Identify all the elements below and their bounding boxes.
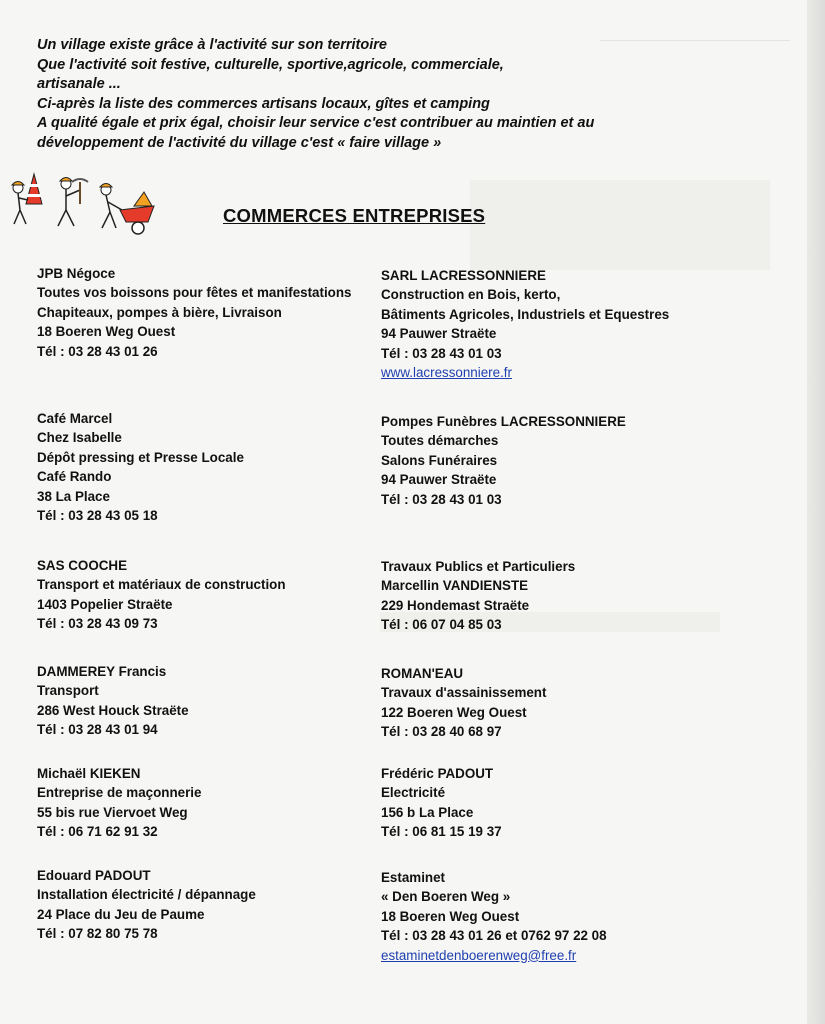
business-phone: Tél : 06 71 62 91 32 bbox=[37, 824, 158, 840]
intro-paragraph bbox=[37, 36, 657, 154]
business-name: Frédéric PADOUT bbox=[381, 766, 494, 781]
page-edge bbox=[807, 0, 825, 1024]
business-address: 94 Pauwer Straëte bbox=[381, 326, 497, 342]
business-address: 94 Pauwer Straëte bbox=[381, 472, 497, 488]
business-name: Michaël KIEKEN bbox=[37, 766, 141, 781]
business-name: JPB Négoce bbox=[37, 266, 116, 281]
section-title: COMMERCES ENTREPRISES bbox=[223, 205, 486, 226]
email-link[interactable]: estaminetdenboerenweg@free.fr bbox=[381, 947, 577, 963]
business-line: Installation électricité / dépannage bbox=[37, 887, 256, 903]
business-name: ROMAN'EAU bbox=[381, 666, 464, 681]
website-link[interactable]: www.lacressonniere.fr bbox=[381, 365, 512, 381]
business-entry-dammerey bbox=[37, 662, 189, 740]
construction-workers-illustration-icon bbox=[6, 170, 158, 236]
business-name: SAS COOCHE bbox=[37, 558, 128, 573]
business-entry-estaminet bbox=[381, 868, 607, 965]
business-address: 24 Place du Jeu de Paume bbox=[37, 906, 205, 922]
business-phone: Tél : 07 82 80 75 78 bbox=[37, 926, 158, 942]
business-line: Transport et matériaux de construction bbox=[37, 577, 286, 593]
business-line: Chapiteaux, pompes à bière, Livraison bbox=[37, 304, 282, 320]
business-name: Travaux Publics et Particuliers bbox=[381, 559, 576, 574]
business-phone: Tél : 03 28 40 68 97 bbox=[381, 724, 502, 740]
business-phone: Tél : 03 28 43 01 03 bbox=[381, 491, 502, 507]
business-phone: Tél : 03 28 43 01 94 bbox=[37, 722, 158, 738]
business-phone: Tél : 03 28 43 01 26 et 0762 97 22 08 bbox=[381, 928, 607, 944]
business-line: Marcellin VANDIENSTE bbox=[381, 578, 529, 594]
business-line: Transport bbox=[37, 683, 99, 699]
business-address: 18 Boeren Weg Ouest bbox=[37, 324, 176, 340]
business-address: 156 b La Place bbox=[381, 804, 474, 820]
business-line: « Den Boeren Weg » bbox=[381, 889, 511, 905]
business-name: DAMMEREY Francis bbox=[37, 664, 167, 679]
intro-line: artisanale ... bbox=[37, 76, 121, 93]
business-entry-vandienste bbox=[381, 557, 575, 635]
intro-line: A qualité égale et prix égal, choisir leur service c'est contribuer au maintien et au bbox=[37, 115, 595, 132]
business-phone: Tél : 03 28 43 01 03 bbox=[381, 345, 502, 361]
business-line: Café Rando bbox=[37, 469, 112, 485]
business-line: Dépôt pressing et Presse Locale bbox=[37, 449, 244, 465]
business-address: 286 West Houck Straëte bbox=[37, 702, 189, 718]
business-entry-kieken bbox=[37, 764, 201, 842]
business-line: Electricité bbox=[381, 785, 446, 801]
business-name: Edouard PADOUT bbox=[37, 868, 151, 883]
business-address: 1403 Popelier Straëte bbox=[37, 596, 173, 612]
intro-line: Que l'activité soit festive, culturelle, sportive,agricole, commerciale, bbox=[37, 56, 504, 73]
business-entry-sas-cooche bbox=[37, 556, 286, 634]
business-entry-edouard-padout bbox=[37, 866, 256, 944]
business-line: Salons Funéraires bbox=[381, 452, 498, 468]
business-name: Estaminet bbox=[381, 870, 445, 885]
intro-line: Ci-après la liste des commerces artisans locaux, gîtes et camping bbox=[37, 95, 490, 112]
business-phone: Tél : 06 81 15 19 37 bbox=[381, 824, 502, 840]
business-address: 18 Boeren Weg Ouest bbox=[381, 908, 520, 924]
business-name: Pompes Funèbres LACRESSONNIERE bbox=[381, 414, 626, 429]
business-line: Travaux d'assainissement bbox=[381, 685, 547, 701]
business-entry-frederic-padout bbox=[381, 764, 502, 842]
business-line: Toutes démarches bbox=[381, 433, 499, 449]
business-entry-pompes-funebres bbox=[381, 412, 626, 509]
business-name: Café Marcel bbox=[37, 411, 113, 426]
business-phone: Tél : 03 28 43 05 18 bbox=[37, 508, 158, 524]
business-phone: Tél : 06 07 04 85 03 bbox=[381, 617, 502, 633]
business-entry-romaneau bbox=[381, 664, 546, 742]
business-entry-cafe-marcel bbox=[37, 409, 244, 525]
business-address: 229 Hondemast Straëte bbox=[381, 597, 530, 613]
intro-line: développement de l'activité du village c'est « faire village » bbox=[37, 134, 442, 151]
bleed-through-texture bbox=[470, 180, 770, 270]
business-address: 55 bis rue Viervoet Weg bbox=[37, 804, 188, 820]
business-phone: Tél : 03 28 43 09 73 bbox=[37, 616, 158, 632]
business-entry-sarl-lacressonniere bbox=[381, 266, 669, 382]
business-entry-jpb-negoce bbox=[37, 264, 352, 361]
business-line: Chez Isabelle bbox=[37, 430, 122, 446]
business-line: Construction en Bois, kerto, bbox=[381, 287, 561, 303]
business-phone: Tél : 03 28 43 01 26 bbox=[37, 343, 158, 359]
business-name: SARL LACRESSONNIERE bbox=[381, 268, 546, 283]
intro-line: Un village existe grâce à l'activité sur son territoire bbox=[37, 37, 387, 53]
business-address: 122 Boeren Weg Ouest bbox=[381, 704, 527, 720]
business-line: Entreprise de maçonnerie bbox=[37, 785, 202, 801]
business-line: Bâtiments Agricoles, Industriels et Equestres bbox=[381, 306, 670, 322]
business-address: 38 La Place bbox=[37, 488, 110, 504]
business-line: Toutes vos boissons pour fêtes et manifestations bbox=[37, 285, 352, 301]
